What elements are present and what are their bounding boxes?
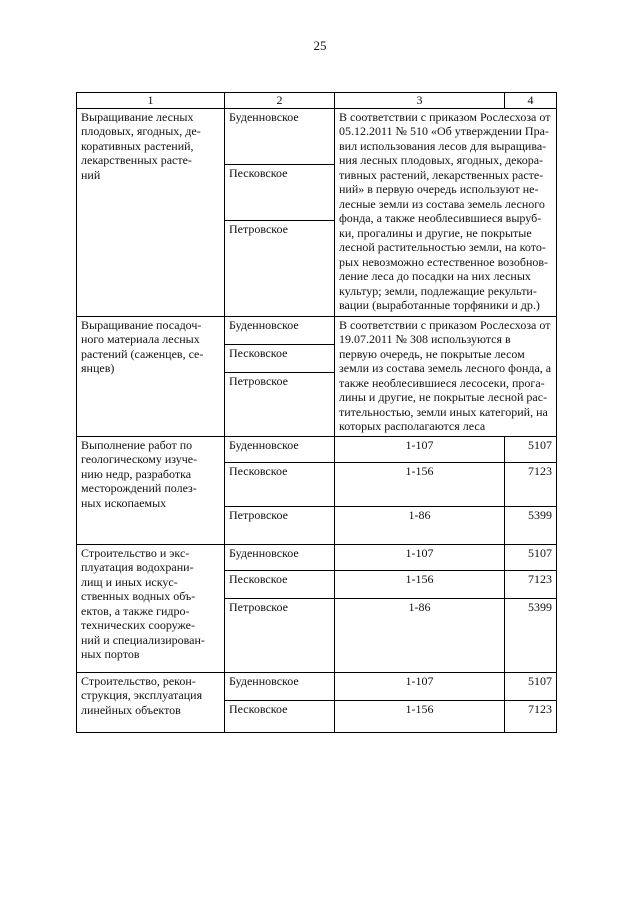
activity-cell: Строительство и экс- плуатация водохрани- лищ и иных искус- ственных водных объ- ектов, а также гидро- технических сооруже- ний и специализирован- ных портов (77, 544, 225, 672)
forestry-cell: Буденновское (225, 672, 335, 700)
area-cell: 7123 (505, 700, 557, 732)
table-row (77, 108, 557, 164)
forestry-cell: Буденновское (225, 436, 335, 462)
quarters-cell: 1-107 (335, 672, 505, 700)
forestry-cell: Песковское (225, 700, 335, 732)
forestry-cell: Песковское (225, 462, 335, 506)
header-col-3: 3 (335, 93, 505, 109)
forestry-cell: Петровское (225, 598, 335, 672)
quarters-cell: 1-156 (335, 570, 505, 598)
area-cell: 7123 (505, 570, 557, 598)
description-cell: В соответствии с приказом Рослесхоза от 05.12.2011 № 510 «Об утверждении Пра- вил использования лесов для выращива- ния лесных плодовых, ягодных, декора- тивных растений, лекарственных расте- ний» в первую очередь используют не- лесные земли из состава земель лесного фонда, а также необлесившиеся выруб- ки, прогалины и другие, не покрытые лесной растительностью земли, на кото- рых невозможно естественное возобнов- ление леса до посадки на них лесных культур; земли, подлежащие рекульти- вации (выработанные торфяники и др.) (335, 108, 557, 316)
area-cell: 5399 (505, 506, 557, 544)
page-number: 25 (313, 38, 327, 53)
forest-use-table (76, 92, 557, 733)
forestry-cell: Петровское (225, 372, 335, 436)
forestry-cell: Песковское (225, 164, 335, 220)
description-cell: В соответствии с приказом Рослесхоза от 19.07.2011 № 308 используются в первую очередь, не покрытые лесом земли из состава земель лесного фонда, а также необлесившиеся лесосеки, прога- лины и другие, не покрытые лесной рас- тительностью, земли иных категорий, на которых располагаются леса (335, 316, 557, 436)
activity-cell: Выполнение работ по геологическому изуче- нию недр, разработка месторождений полез- ных ископаемых (77, 436, 225, 544)
area-cell: 5107 (505, 672, 557, 700)
quarters-cell: 1-86 (335, 506, 505, 544)
quarters-cell: 1-86 (335, 598, 505, 672)
activity-cell: Выращивание лесных плодовых, ягодных, де- коративных растений, лекарственных расте- ний (77, 108, 225, 316)
header-col-2: 2 (225, 93, 335, 109)
forestry-cell: Петровское (225, 220, 335, 316)
activity-cell: Строительство, рекон- струкция, эксплуатация линейных объектов (77, 672, 225, 732)
forestry-cell: Песковское (225, 344, 335, 372)
quarters-cell: 1-156 (335, 462, 505, 506)
quarters-cell: 1-107 (335, 544, 505, 570)
forestry-cell: Буденновское (225, 108, 335, 164)
quarters-cell: 1-156 (335, 700, 505, 732)
forestry-cell: Песковское (225, 570, 335, 598)
table-row (77, 544, 557, 570)
area-cell: 5399 (505, 598, 557, 672)
forestry-cell: Петровское (225, 506, 335, 544)
activity-cell: Выращивание посадоч- ного материала лесных растений (саженцев, се- янцев) (77, 316, 225, 436)
area-cell: 5107 (505, 436, 557, 462)
header-col-1: 1 (77, 93, 225, 109)
area-cell: 7123 (505, 462, 557, 506)
table-row (77, 436, 557, 462)
table-header-row (77, 93, 557, 109)
area-cell: 5107 (505, 544, 557, 570)
header-col-4: 4 (505, 93, 557, 109)
table-row (77, 672, 557, 700)
quarters-cell: 1-107 (335, 436, 505, 462)
forestry-cell: Буденновское (225, 544, 335, 570)
table-row (77, 316, 557, 344)
forestry-cell: Буденновское (225, 316, 335, 344)
